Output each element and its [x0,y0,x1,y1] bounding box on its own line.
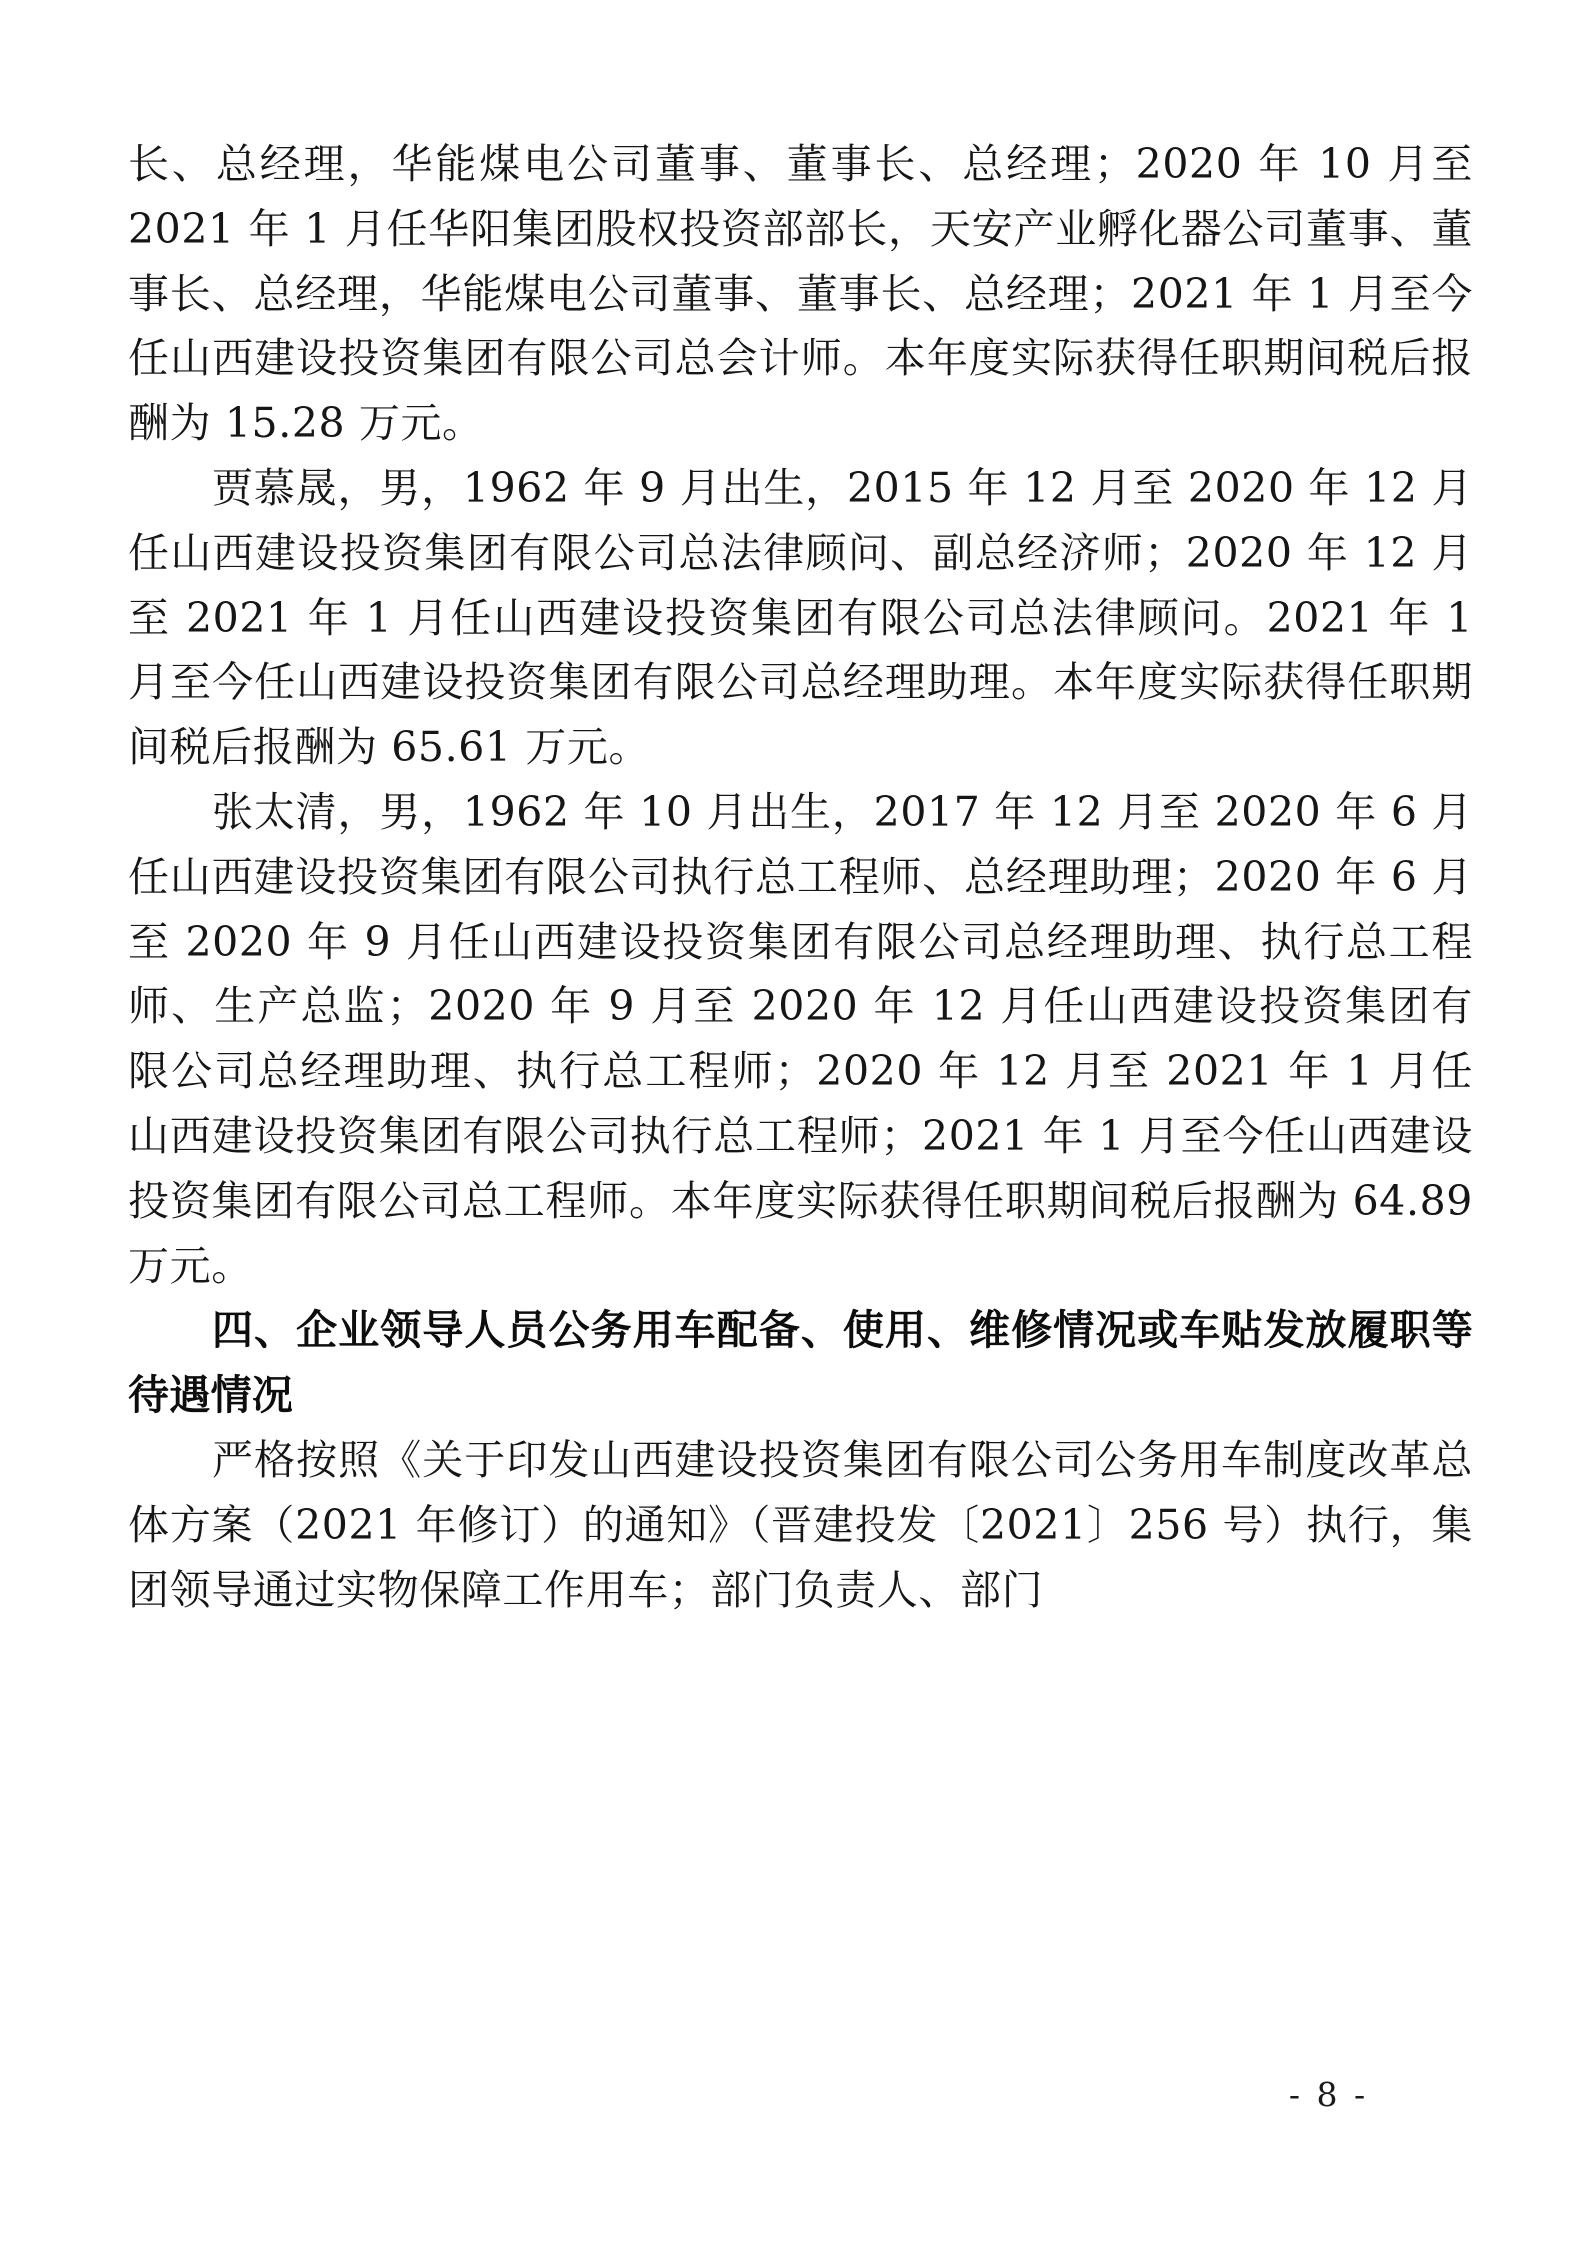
paragraph-jia-musheng: 贾慕晟，男，1962 年 9 月出生，2015 年 12 月至 2020 年 12 月任山西建设投资集团有限公司总法律顾问、副总经济师；2020 年 12 月至 2021 年 1 月任山西建设投资集团有限公司总法律顾问。2021 年 1 月至今任山西建设投资集团有限公司总经理助理。本年度实际获得任职期间税后报酬为 65.61 万元。 [128,463,1473,772]
page-number: - 8 - [1288,2075,1369,2114]
page-footer [0,2075,1587,2114]
paragraph-biography-continued: 长、总经理，华能煤电公司董事、董事长、总经理；2020 年 10 月至 2021 年 1 月任华阳集团股权投资部部长，天安产业孵化器公司董事、董事长、总经理，华能煤电公司董事、董事长、总经理；2021 年 1 月至今任山西建设投资集团有限公司总会计师。本年度实际获得任职期间税后报酬为 15.28 万元。 [128,140,1473,448]
paragraph-vehicle-policy: 严格按照《关于印发山西建设投资集团有限公司公务用车制度改革总体方案（2021 年修订）的通知》（晋建投发〔2021〕256 号）执行，集团领导通过实物保障工作用车；部门负责人、部门 [128,1435,1473,1614]
page-content-column [128,132,1473,1622]
section-heading-four: 四、企业领导人员公务用车配备、使用、维修情况或车贴发放履职等待遇情况 [128,1306,1473,1420]
paragraph-zhang-taiqing: 张太清，男，1962 年 10 月出生，2017 年 12 月至 2020 年 6 月任山西建设投资集团有限公司执行总工程师、总经理助理；2020 年 6 月至 2020 年 9 月任山西建设投资集团有限公司总经理助理、执行总工程师、生产总监；2020 年 9 月至 2020 年 12 月任山西建设投资集团有限公司总经理助理、执行总工程师；2020 年 12 月至 2021 年 1 月任山西建设投资集团有限公司执行总工程师；2021 年 1 月至今任山西建设投资集团有限公司总工程师。本年度实际获得任职期间税后报酬为 64.89 万元。 [128,787,1473,1290]
